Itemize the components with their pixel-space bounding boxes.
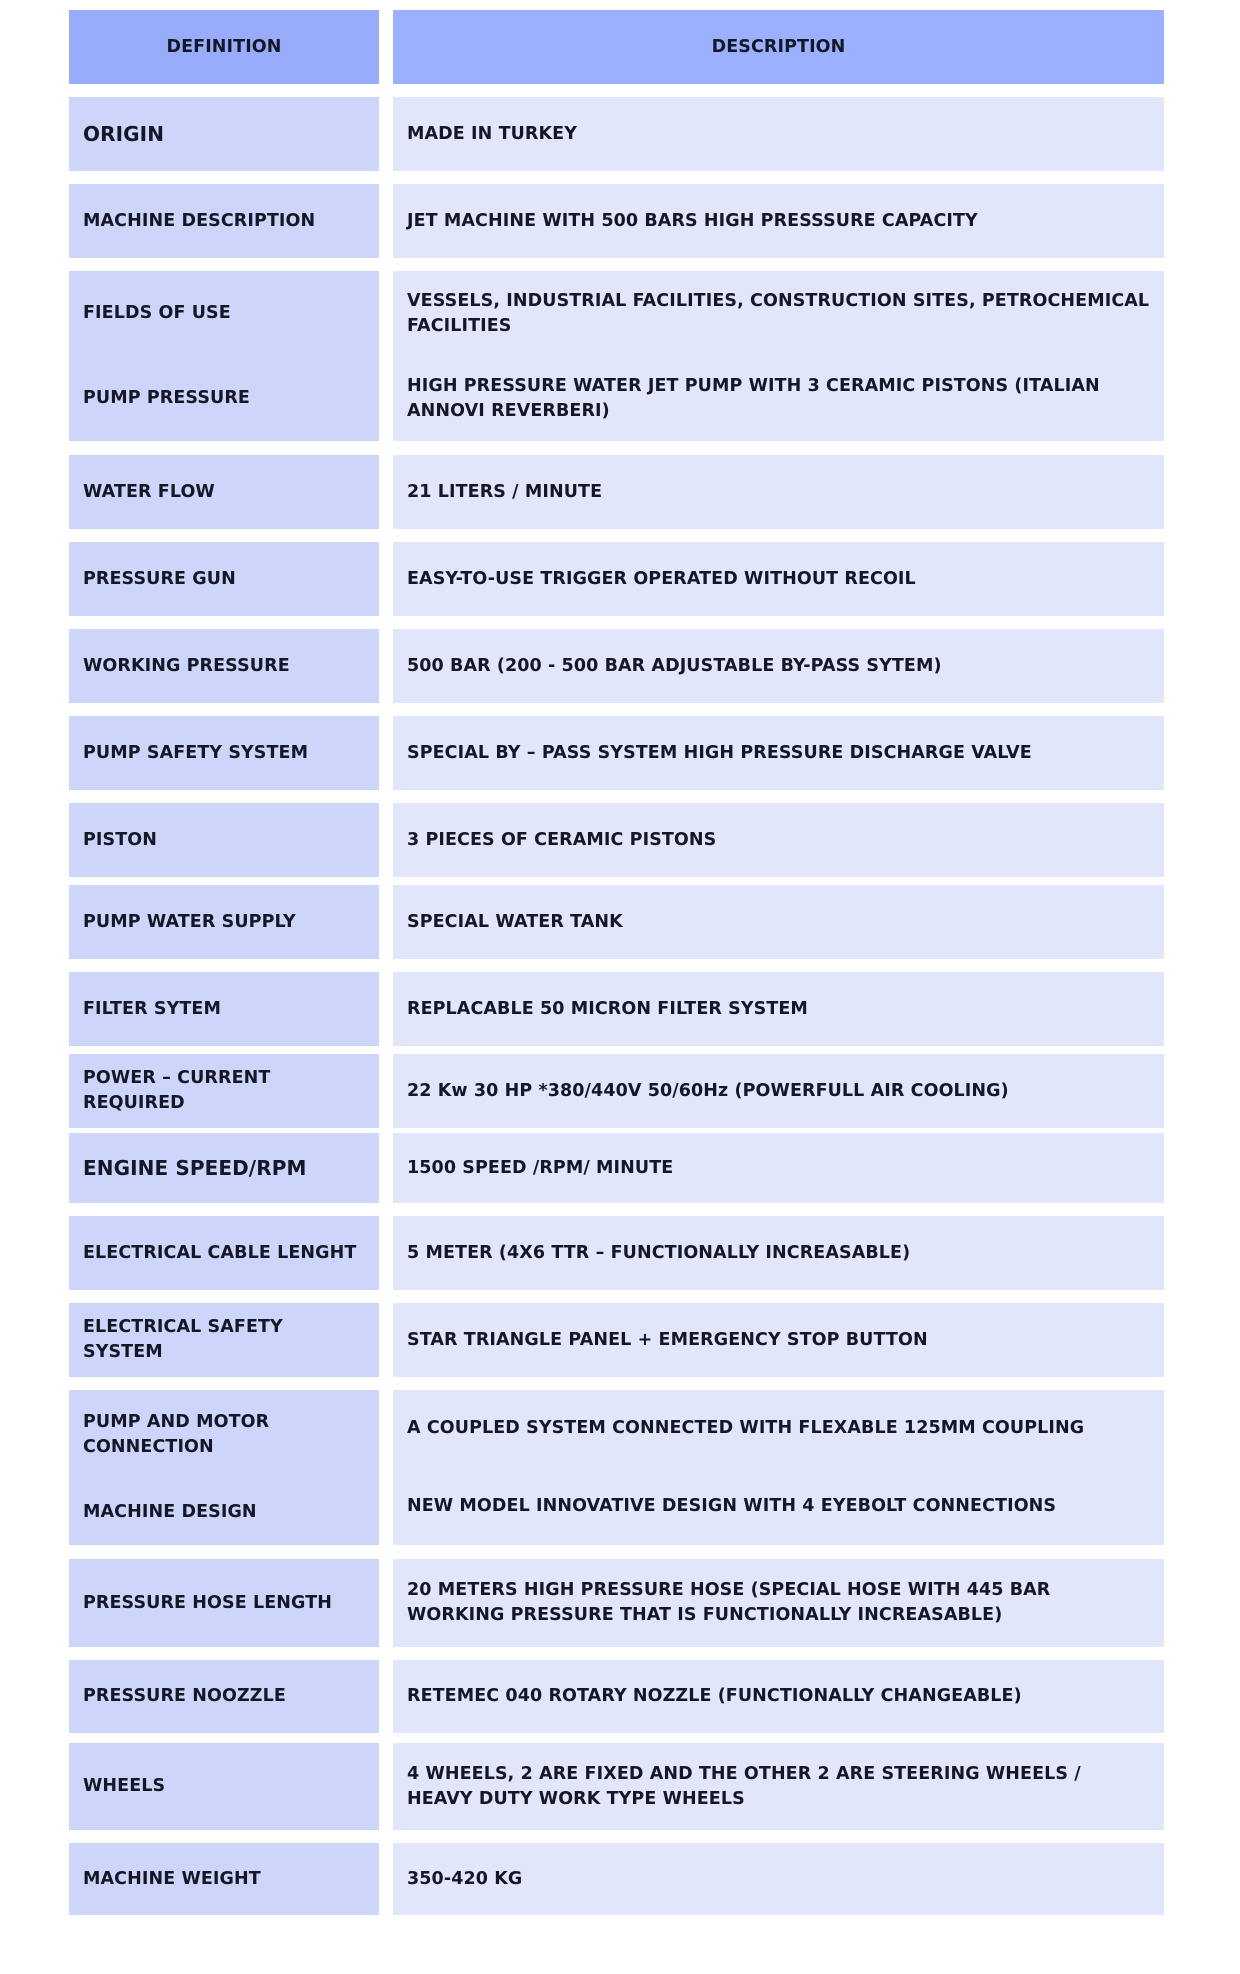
definition-text: WATER FLOW [83, 481, 215, 502]
table-row [69, 803, 1164, 877]
table-row [69, 1843, 1164, 1915]
table-row [69, 1216, 1164, 1290]
table-row [69, 1303, 1164, 1377]
table-row [69, 271, 1164, 441]
table-row [69, 1660, 1164, 1733]
description-cell [393, 1843, 1164, 1915]
description-cell [393, 1054, 1164, 1128]
description-cell [393, 972, 1164, 1046]
definition-text: PISTON [83, 829, 158, 850]
description-text: RETEMEC 040 ROTARY NOZZLE (FUNCTIONALLY CHANGEABLE) [407, 1686, 1022, 1706]
definition-cell [69, 629, 379, 703]
definition-cell [69, 271, 379, 441]
description-cell [393, 1743, 1164, 1830]
description-text: 20 METERS HIGH PRESSURE HOSE (SPECIAL HOSE WITH 445 BAR WORKING PRESSURE THAT IS FUNCTIONALLY INCREASABLE) [407, 1580, 1051, 1625]
description-text: A COUPLED SYSTEM CONNECTED WITH FLEXABLE 125MM COUPLING [407, 1418, 1085, 1439]
table-row [69, 455, 1164, 529]
description-text: MADE IN TURKEY [407, 123, 577, 144]
table-row [69, 1133, 1164, 1203]
definition-text: PUMP PRESSURE [83, 388, 250, 408]
description-text: 22 Kw 30 HP *380/440V 50/60Hz (POWERFULL AIR COOLING) [407, 1080, 1009, 1101]
definition-text: FILTER SYTEM [83, 998, 221, 1019]
description-cell [393, 271, 1164, 441]
header-definition [69, 10, 379, 84]
description-text: EASY-TO-USE TRIGGER OPERATED WITHOUT RECOIL [407, 568, 916, 589]
definition-cell [69, 885, 379, 959]
definition-cell [69, 97, 379, 171]
description-text: SPECIAL WATER TANK [407, 911, 623, 932]
definition-text: PUMP AND MOTOR CONNECTION [83, 1412, 270, 1457]
definition-text: WHEELS [83, 1776, 166, 1796]
description-text: SPECIAL BY – PASS SYSTEM HIGH PRESSURE DISCHARGE VALVE [407, 742, 1032, 763]
table-row [69, 1054, 1164, 1128]
description-cell [393, 1660, 1164, 1733]
description-text: 500 BAR (200 - 500 BAR ADJUSTABLE BY-PASS SYTEM) [407, 655, 942, 676]
table-row [69, 97, 1164, 171]
description-text: 3 PIECES OF CERAMIC PISTONS [407, 829, 717, 850]
definition-text: MACHINE WEIGHT [83, 1868, 261, 1889]
definition-text: WORKING PRESSURE [83, 655, 290, 676]
description-text: NEW MODEL INNOVATIVE DESIGN WITH 4 EYEBOLT CONNECTIONS [407, 1495, 1057, 1516]
definition-text: ELECTRICAL SAFETY SYSTEM [83, 1317, 283, 1362]
description-cell [393, 629, 1164, 703]
definition-text: PUMP SAFETY SYSTEM [83, 742, 309, 763]
description-cell [393, 885, 1164, 959]
description-cell [393, 1303, 1164, 1377]
definition-cell [69, 1216, 379, 1290]
description-cell [393, 1390, 1164, 1545]
definition-cell [69, 716, 379, 790]
table-row [69, 972, 1164, 1046]
definition-text: MACHINE DESIGN [83, 1502, 257, 1522]
definition-text: MACHINE DESCRIPTION [83, 210, 316, 231]
definition-cell [69, 1133, 379, 1203]
description-text: JET MACHINE WITH 500 BARS HIGH PRESSSURE CAPACITY [407, 210, 978, 231]
definition-cell [69, 1660, 379, 1733]
table-row [69, 716, 1164, 790]
description-text: 350-420 KG [407, 1868, 523, 1889]
definition-text: POWER – CURRENT REQUIRED [83, 1068, 271, 1113]
description-cell [393, 455, 1164, 529]
description-text: REPLACABLE 50 MICRON FILTER SYSTEM [407, 998, 808, 1019]
table-row [69, 184, 1164, 258]
description-text: 4 WHEELS, 2 ARE FIXED AND THE OTHER 2 ARE STEERING WHEELS / HEAVY DUTY WORK TYPE WHEELS [407, 1763, 1081, 1809]
header-description [393, 10, 1164, 84]
description-text: 21 LITERS / MINUTE [407, 481, 603, 502]
table-row [69, 1743, 1164, 1830]
description-cell [393, 1133, 1164, 1203]
definition-cell [69, 1303, 379, 1377]
table-body [69, 97, 1164, 1915]
table-row [69, 1390, 1164, 1545]
definition-text: PUMP WATER SUPPLY [83, 911, 296, 932]
definition-text: PRESSURE GUN [83, 568, 236, 589]
table-row [69, 542, 1164, 616]
definition-cell [69, 1054, 379, 1128]
description-cell [393, 97, 1164, 171]
definition-text: ELECTRICAL CABLE LENGHT [83, 1242, 357, 1263]
definition-cell [69, 184, 379, 258]
definition-cell [69, 1390, 379, 1545]
definition-text: PRESSURE NOOZZLE [83, 1686, 286, 1706]
definition-cell [69, 1559, 379, 1647]
table-row [69, 629, 1164, 703]
definition-text: FIELDS OF USE [83, 303, 231, 323]
definition-cell [69, 1743, 379, 1830]
definition-text: ORIGIN [83, 121, 165, 146]
spec-table [69, 10, 1164, 1915]
header-description-label: DESCRIPTION [711, 36, 846, 57]
description-text: 1500 SPEED /RPM/ MINUTE [407, 1157, 674, 1178]
description-cell [393, 1559, 1164, 1647]
table-header-row [69, 10, 1164, 84]
description-cell [393, 803, 1164, 877]
definition-cell [69, 455, 379, 529]
description-cell [393, 184, 1164, 258]
table-row [69, 1559, 1164, 1647]
description-text: 5 METER (4X6 TTR – FUNCTIONALLY INCREASABLE) [407, 1242, 911, 1263]
header-definition-label: DEFINITION [166, 36, 282, 57]
description-text: STAR TRIANGLE PANEL + EMERGENCY STOP BUTTON [407, 1329, 928, 1350]
description-text: HIGH PRESSURE WATER JET PUMP WITH 3 CERAMIC PISTONS (ITALIAN ANNOVI REVERBERI) [407, 375, 1100, 421]
definition-text: ENGINE SPEED/RPM [83, 1155, 307, 1180]
definition-cell [69, 803, 379, 877]
table-row [69, 885, 1164, 959]
definition-cell [69, 542, 379, 616]
definition-text: PRESSURE HOSE LENGTH [83, 1592, 332, 1613]
description-cell [393, 1216, 1164, 1290]
definition-cell [69, 1843, 379, 1915]
definition-cell [69, 972, 379, 1046]
description-cell [393, 542, 1164, 616]
description-text: VESSELS, INDUSTRIAL FACILITIES, CONSTRUCTION SITES, PETROCHEMICAL FACILITIES [407, 290, 1150, 336]
description-cell [393, 716, 1164, 790]
